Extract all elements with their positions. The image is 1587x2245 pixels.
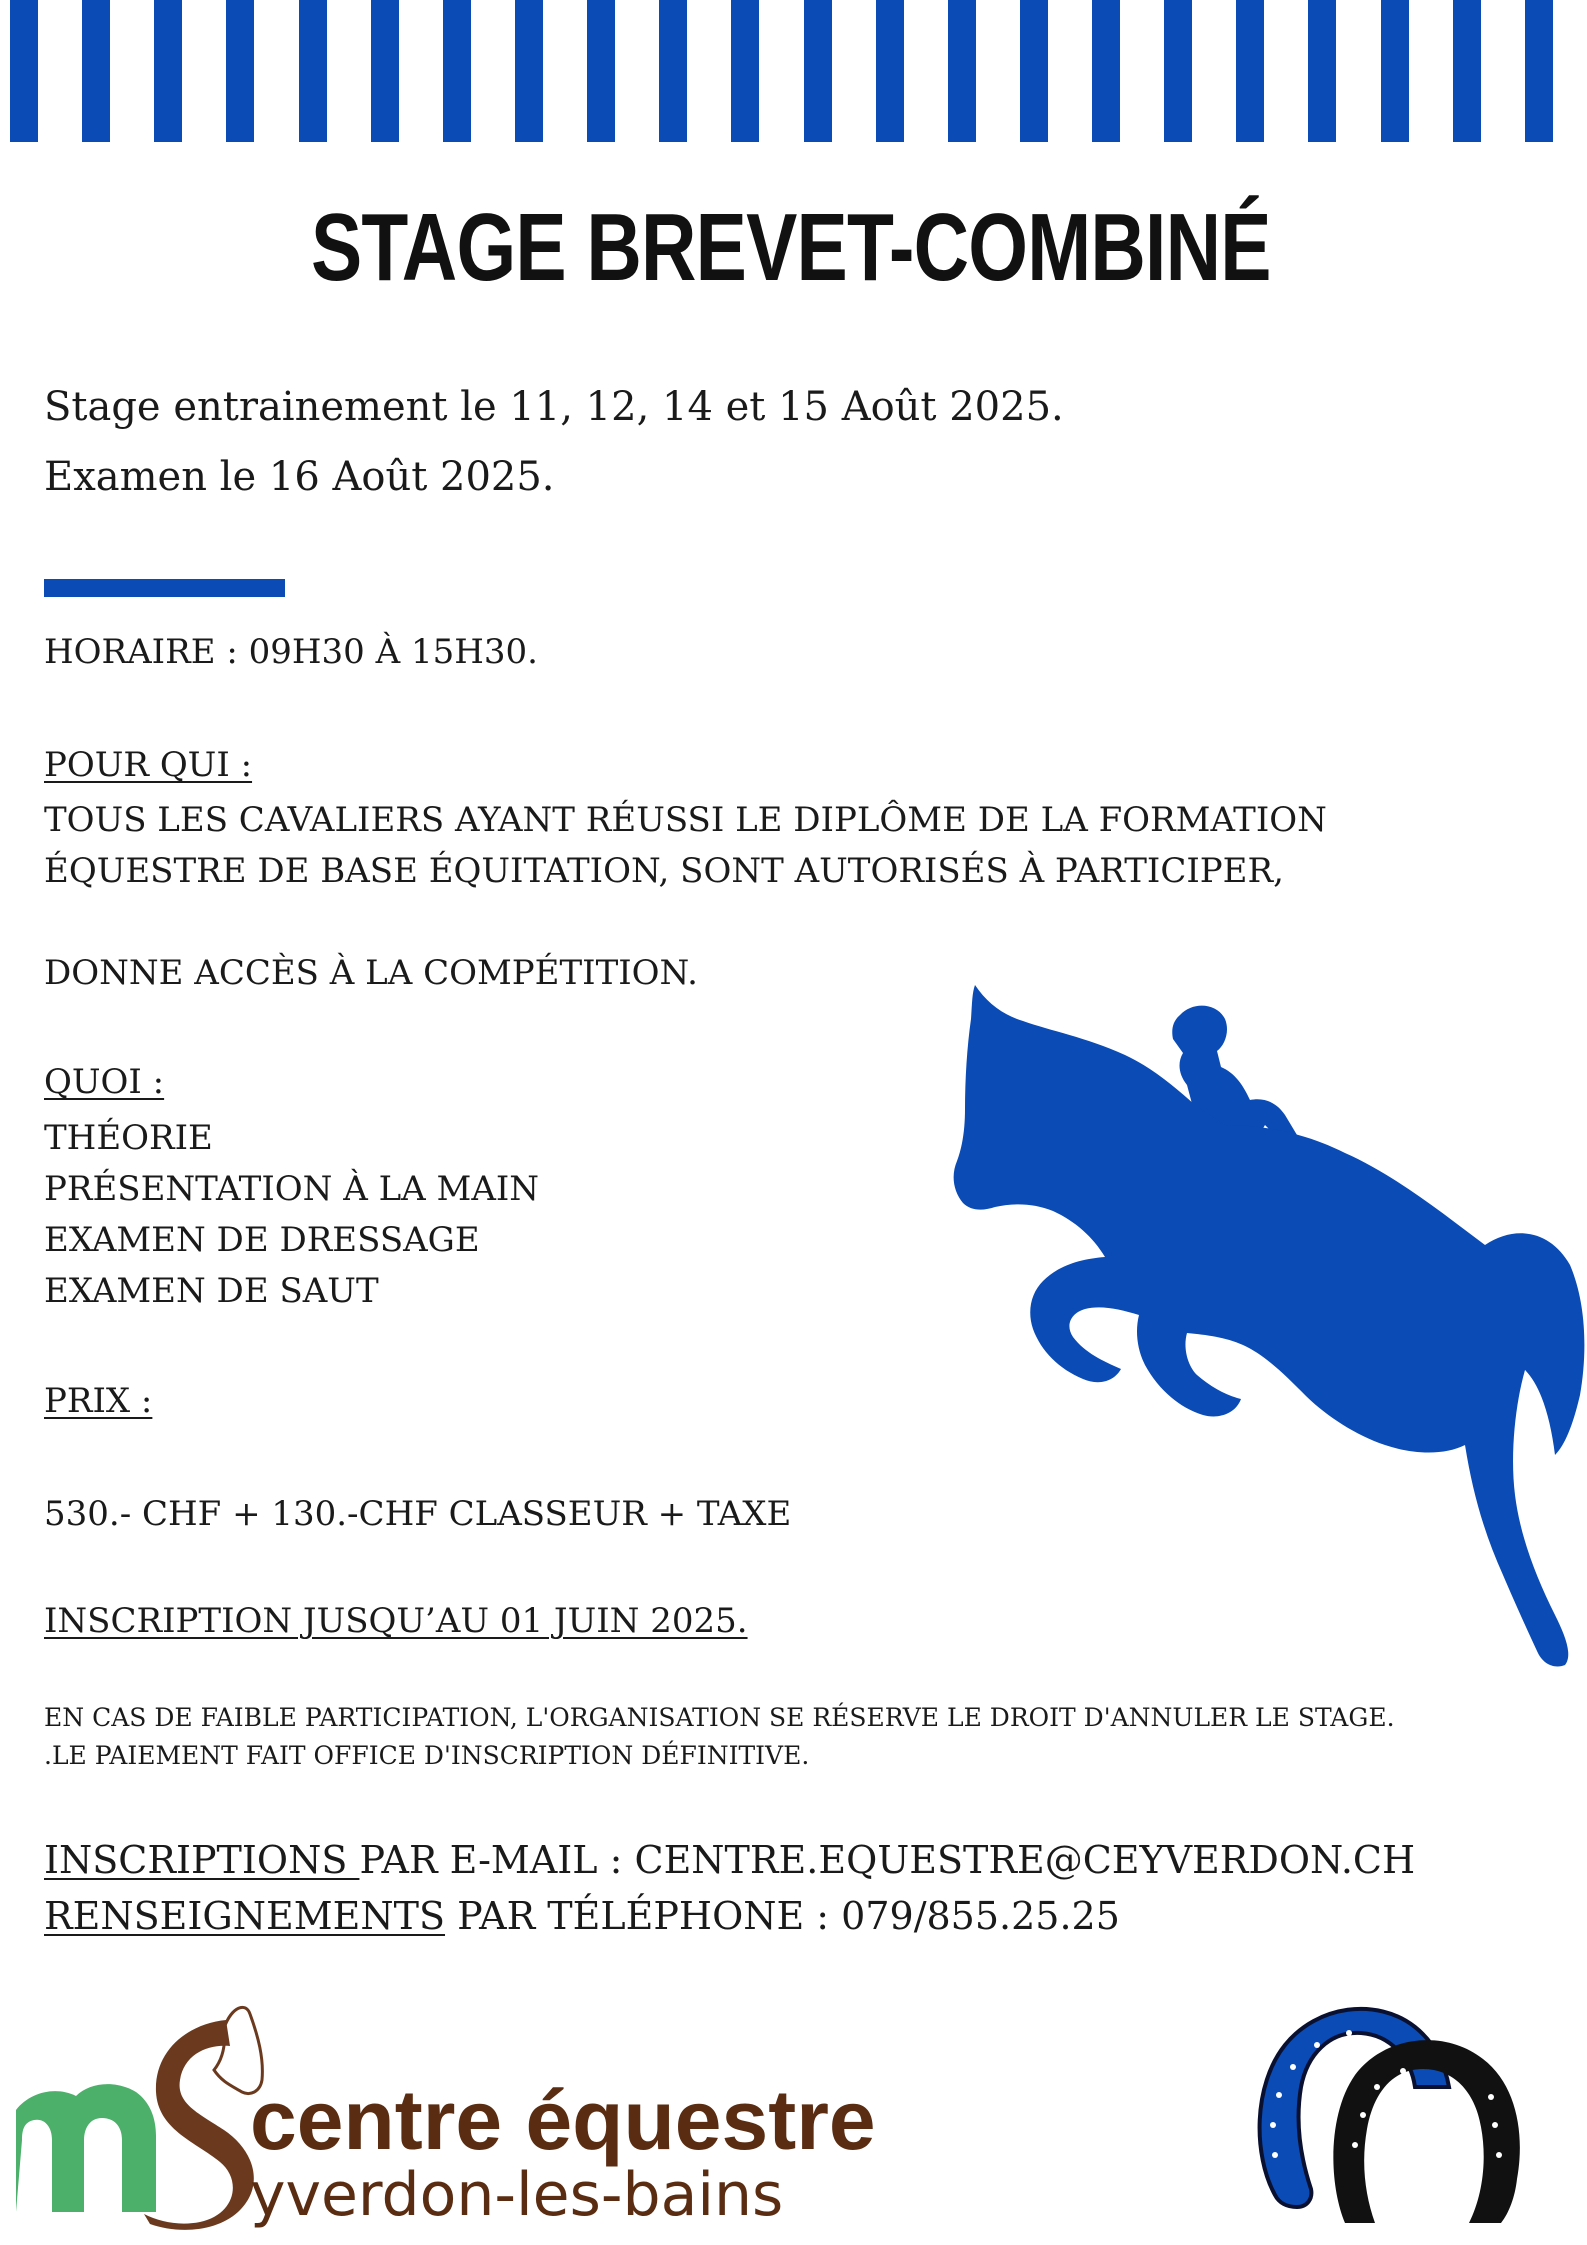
contact-email-text: PAR E-MAIL : CENTRE.EQUESTRE@CEYVERDON.CH — [359, 1838, 1416, 1882]
header-stripe — [10, 0, 38, 142]
audience-heading: POUR QUI : — [44, 745, 253, 785]
header-stripe — [1236, 0, 1264, 142]
content-item: EXAMEN DE DRESSAGE — [44, 1220, 480, 1260]
contact-email — [44, 1838, 1415, 1882]
cancellation-note: EN CAS DE FAIBLE PARTICIPATION, L'ORGANISATION SE RÉSERVE LE DROIT D'ANNULER LE STAGE. — [44, 1703, 1395, 1732]
horse-jumping-silhouette-icon — [925, 975, 1587, 1675]
content-item: THÉORIE — [44, 1118, 213, 1158]
header-stripe — [731, 0, 759, 142]
contact-phone-text: PAR TÉLÉPHONE : 079/855.25.25 — [445, 1894, 1120, 1938]
header-stripe — [515, 0, 543, 142]
header-stripe — [1453, 0, 1481, 142]
audience-line: DONNE ACCÈS À LA COMPÉTITION. — [44, 953, 698, 993]
header-stripe — [1020, 0, 1048, 142]
header-stripe — [1381, 0, 1409, 142]
audience-line: TOUS LES CAVALIERS AYANT RÉUSSI LE DIPLÔME DE LA FORMATION — [44, 800, 1327, 840]
contact-phone — [44, 1894, 1120, 1938]
header-stripe — [226, 0, 254, 142]
header-stripe — [371, 0, 399, 142]
content-heading: QUOI : — [44, 1062, 165, 1102]
intro-exam-date: Examen le 16 Août 2025. — [44, 454, 555, 500]
intro-dates: Stage entrainement le 11, 12, 14 et 15 Août 2025. — [44, 384, 1064, 430]
page-title: STAGE BREVET-COMBINÉ — [310, 194, 1271, 301]
payment-note: .LE PAIEMENT FAIT OFFICE D'INSCRIPTION DÉFINITIVE. — [44, 1741, 810, 1770]
header-stripe — [1525, 0, 1553, 142]
header-stripe — [1308, 0, 1336, 142]
content-item: PRÉSENTATION À LA MAIN — [44, 1169, 540, 1209]
price-heading: PRIX : — [44, 1381, 153, 1421]
audience-line: ÉQUESTRE DE BASE ÉQUITATION, SONT AUTORISÉS À PARTICIPER, — [44, 851, 1284, 891]
logo-title: centre équestre — [250, 2073, 876, 2167]
horseshoes-icon — [1245, 1975, 1545, 2230]
header-stripe — [876, 0, 904, 142]
header-stripe — [443, 0, 471, 142]
schedule: HORAIRE : 09H30 À 15H30. — [44, 632, 538, 672]
accent-divider — [44, 579, 285, 597]
header-stripe — [659, 0, 687, 142]
logo-subtitle: yverdon-les-bains — [250, 2160, 784, 2230]
header-stripe — [804, 0, 832, 142]
header-stripe — [299, 0, 327, 142]
price-value: 530.- CHF + 130.-CHF CLASSEUR + TAXE — [44, 1494, 792, 1534]
registration-deadline: INSCRIPTION JUSQU’AU 01 JUIN 2025. — [44, 1601, 748, 1641]
header-stripe — [587, 0, 615, 142]
header-stripe — [154, 0, 182, 142]
header-stripes — [0, 0, 1587, 142]
contact-phone-label: RENSEIGNEMENTS — [44, 1894, 446, 1938]
content-item: EXAMEN DE SAUT — [44, 1271, 379, 1311]
header-stripe — [948, 0, 976, 142]
header-stripe — [1092, 0, 1120, 142]
header-stripe — [1164, 0, 1192, 142]
contact-email-label: INSCRIPTIONS — [44, 1838, 360, 1882]
header-stripe — [82, 0, 110, 142]
